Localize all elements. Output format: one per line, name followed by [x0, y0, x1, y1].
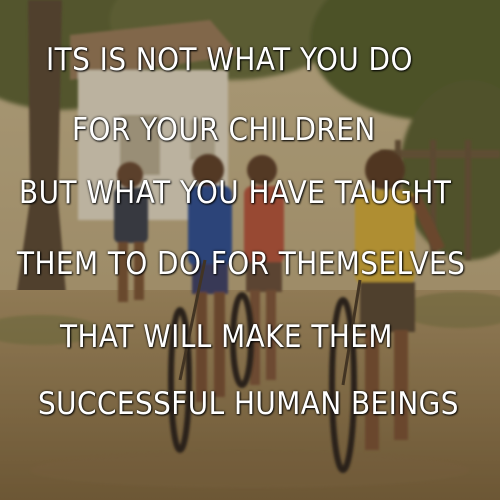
- quote-line-3: BUT WHAT YOU HAVE TAUGHT: [19, 175, 452, 211]
- quote-line-5: THAT WILL MAKE THEM: [60, 319, 393, 355]
- quote-line-1: ITS IS NOT WHAT YOU DO: [46, 42, 413, 78]
- quote-line-6: SUCCESSFUL HUMAN BEINGS: [38, 386, 459, 422]
- quote-line-2: FOR YOUR CHILDREN: [72, 112, 376, 148]
- quote-line-4: THEM TO DO FOR THEMSELVES: [17, 246, 466, 282]
